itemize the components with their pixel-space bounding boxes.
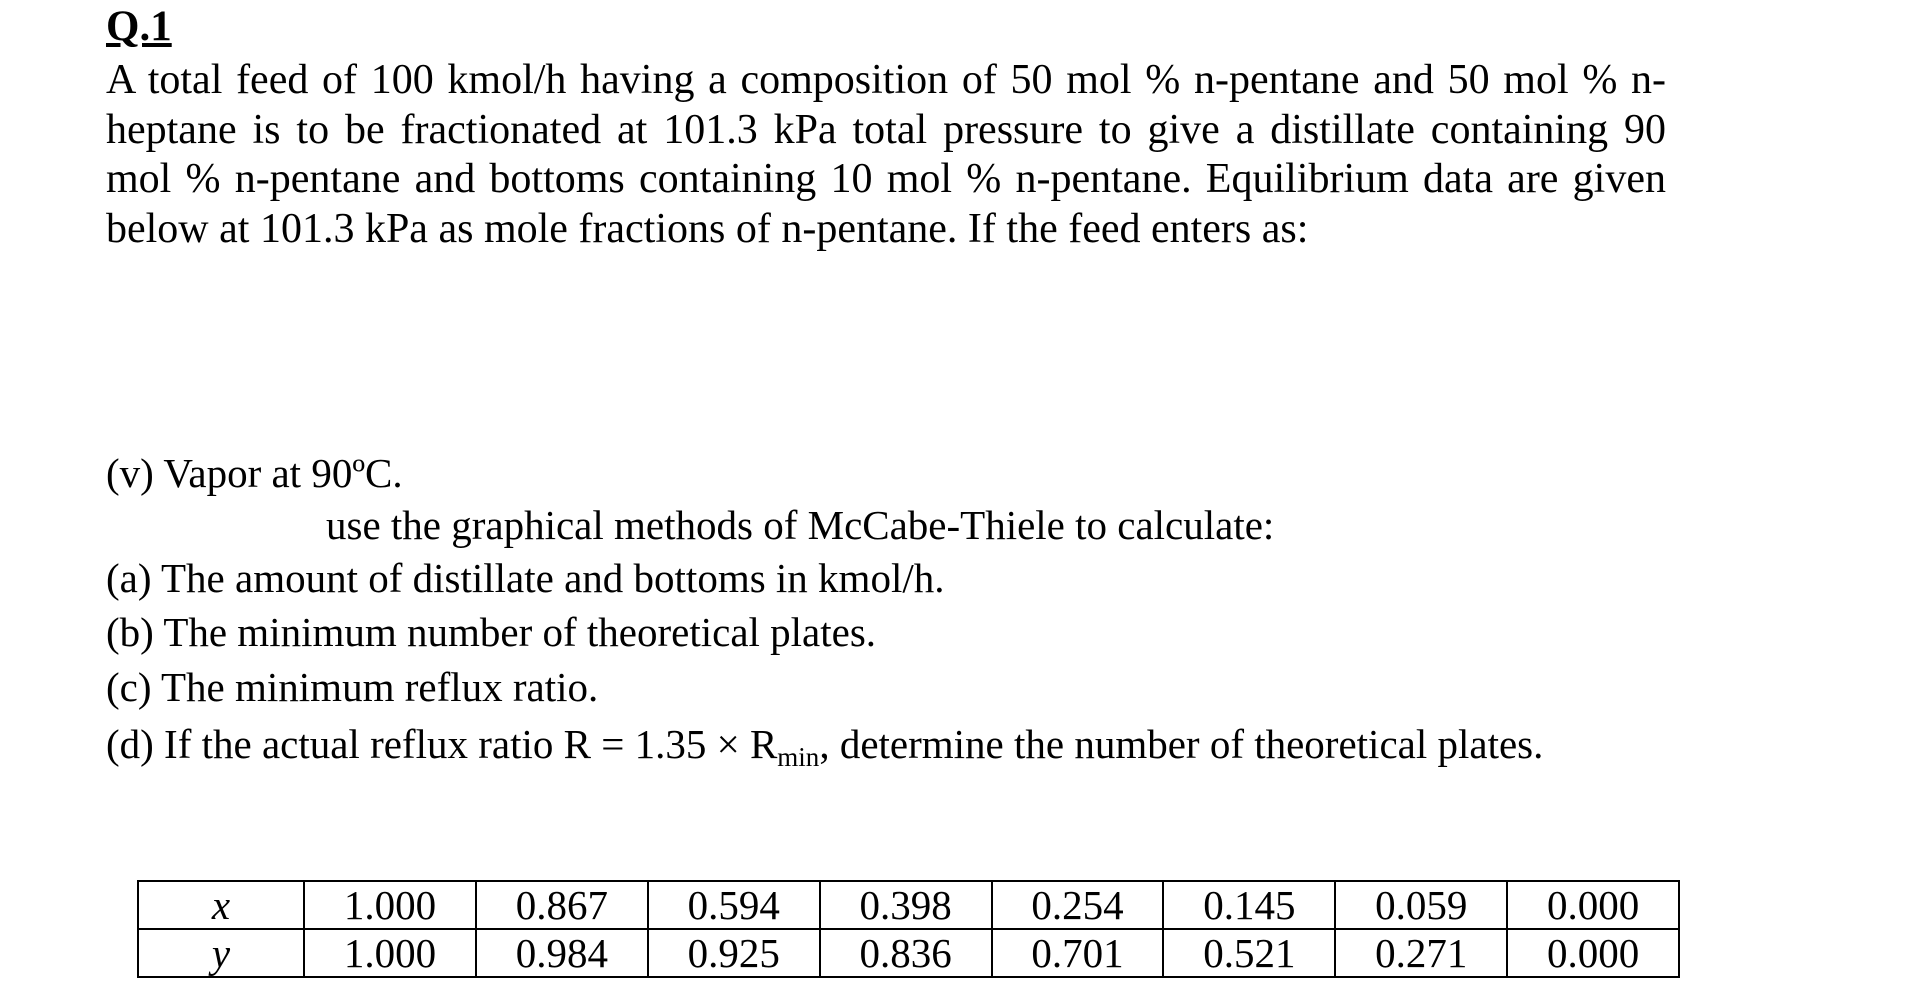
- paragraph-line: heptane is to be fractionated at 101.3 kPa total pressure to give a distillate containing 90: [106, 106, 1666, 153]
- equilibrium-data-table: [137, 880, 1680, 978]
- part-d-prefix: (d) If the actual reflux ratio R = 1.35 × R: [106, 721, 778, 767]
- table-cell: 0.836: [820, 929, 992, 977]
- question-paragraph: [106, 56, 1666, 254]
- part-c: (c) The minimum reflux ratio.: [106, 664, 599, 710]
- table-cell: 0.398: [820, 881, 992, 929]
- row-header-y: y: [138, 929, 304, 977]
- table-cell: 0.984: [476, 929, 648, 977]
- part-d-suffix: , determine the number of theoretical plates.: [819, 721, 1544, 767]
- paragraph-line: mol % n-pentane and bottoms containing 10 mol % n-pentane. Equilibrium data are given: [106, 156, 1666, 202]
- table-cell: 0.145: [1163, 881, 1335, 929]
- question-label: Q.1: [106, 3, 172, 50]
- table-cell: 0.059: [1335, 881, 1507, 929]
- table-cell: 0.925: [648, 929, 820, 977]
- feed-condition: (v) Vapor at 90ºC.: [106, 450, 403, 496]
- table-cell: 0.521: [1163, 929, 1335, 977]
- table-cell: 0.271: [1335, 929, 1507, 977]
- table-cell: 1.000: [304, 881, 476, 929]
- part-d: [106, 719, 1543, 782]
- part-d-subscript: min: [777, 742, 820, 772]
- part-b: (b) The minimum number of theoretical plates.: [106, 609, 877, 655]
- table-cell: 0.254: [992, 881, 1164, 929]
- part-a: (a) The amount of distillate and bottoms in kmol/h.: [106, 555, 945, 601]
- paragraph-line: A total feed of 100 kmol/h having a composition of 50 mol % n-pentane and 50 mol % n-: [106, 57, 1666, 103]
- paragraph-line: below at 101.3 kPa as mole fractions of n-pentane. If the feed enters as:: [106, 205, 1309, 252]
- table-cell: 0.594: [648, 881, 820, 929]
- table-row-x: [138, 881, 1679, 929]
- row-header-x: x: [138, 881, 304, 929]
- table-cell: 0.000: [1507, 929, 1679, 977]
- table-row-y: [138, 929, 1679, 977]
- table-cell: 1.000: [304, 929, 476, 977]
- table-cell: 0.867: [476, 881, 648, 929]
- table-cell: 0.000: [1507, 881, 1679, 929]
- table-cell: 0.701: [992, 929, 1164, 977]
- instruction-text: use the graphical methods of McCabe-Thiele to calculate:: [326, 502, 1275, 548]
